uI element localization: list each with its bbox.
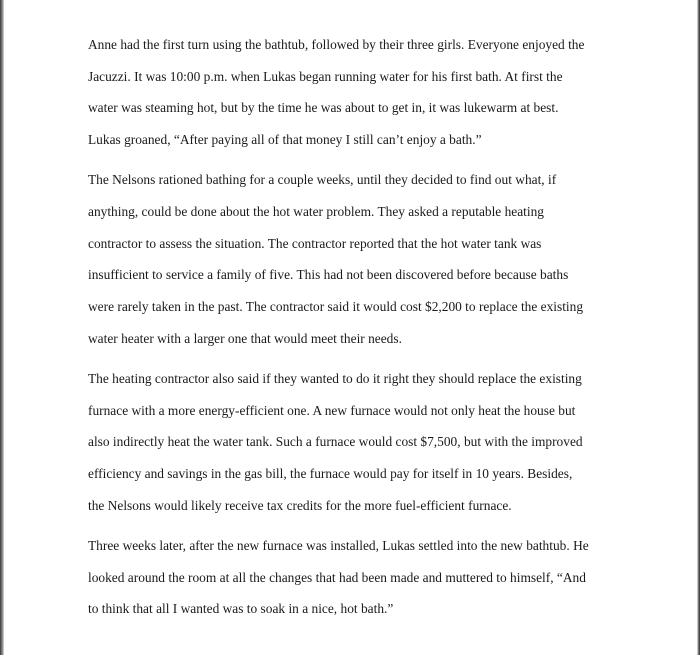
- text-line: Three weeks later, after the new furnace was installed, Lukas settled into the new bathtub. He: [88, 537, 589, 553]
- text-line: anything, could be done about the hot water problem. They asked a reputable heating: [88, 203, 545, 219]
- document-body: [88, 32, 628, 628]
- paragraph-gap: [88, 357, 628, 366]
- text-line: also indirectly heat the water tank. Such a furnace would cost $7,500, but with the improved: [88, 434, 583, 450]
- text-line: were rarely taken in the past. The contractor said it would cost $2,200 to replace the existing: [88, 299, 584, 314]
- text-line: Lukas groaned, “After paying all of that money I still can’t enjoy a bath.”: [88, 132, 482, 148]
- paragraph-gap: [88, 159, 628, 168]
- paragraph-1: [88, 32, 628, 159]
- text-line: water heater with a larger one that would meet their needs.: [88, 330, 402, 346]
- text-line: to think that all I wanted was to soak in a nice, hot bath.”: [88, 601, 394, 617]
- text-line: the Nelsons would likely receive tax credits for the more fuel-efficient furnace.: [88, 497, 512, 513]
- paragraph-2: [88, 167, 628, 357]
- paragraph-4: [88, 533, 628, 628]
- text-line: water was steaming hot, but by the time he was about to get in, it was lukewarm at best.: [88, 100, 559, 116]
- text-line: Jacuzzi. It was 10:00 p.m. when Lukas began running water for his first bath. At first the: [88, 68, 563, 84]
- text-line: contractor to assess the situation. The contractor reported that the hot water tank was: [88, 235, 542, 251]
- text-line: looked around the room at all the changes that had been made and muttered to himself, “And: [88, 569, 586, 585]
- text-line: furnace with a more energy-efficient one. A new furnace would not only heat the house but: [88, 402, 576, 418]
- text-line: insufficient to service a family of five. This had not been discovered before because baths: [88, 267, 569, 283]
- text-line: The Nelsons rationed bathing for a couple weeks, until they decided to find out what, if: [88, 172, 557, 188]
- text-line: The heating contractor also said if they wanted to do it right they should replace the existing: [88, 370, 582, 386]
- text-line: efficiency and savings in the gas bill, the furnace would pay for itself in 10 years. Besides,: [88, 465, 573, 481]
- text-line: Anne had the first turn using the bathtub, followed by their three girls. Everyone enjoyed the: [88, 37, 585, 52]
- page-left-edge: [0, 0, 4, 655]
- paragraph-gap: [88, 524, 628, 533]
- paragraph-3: [88, 366, 628, 524]
